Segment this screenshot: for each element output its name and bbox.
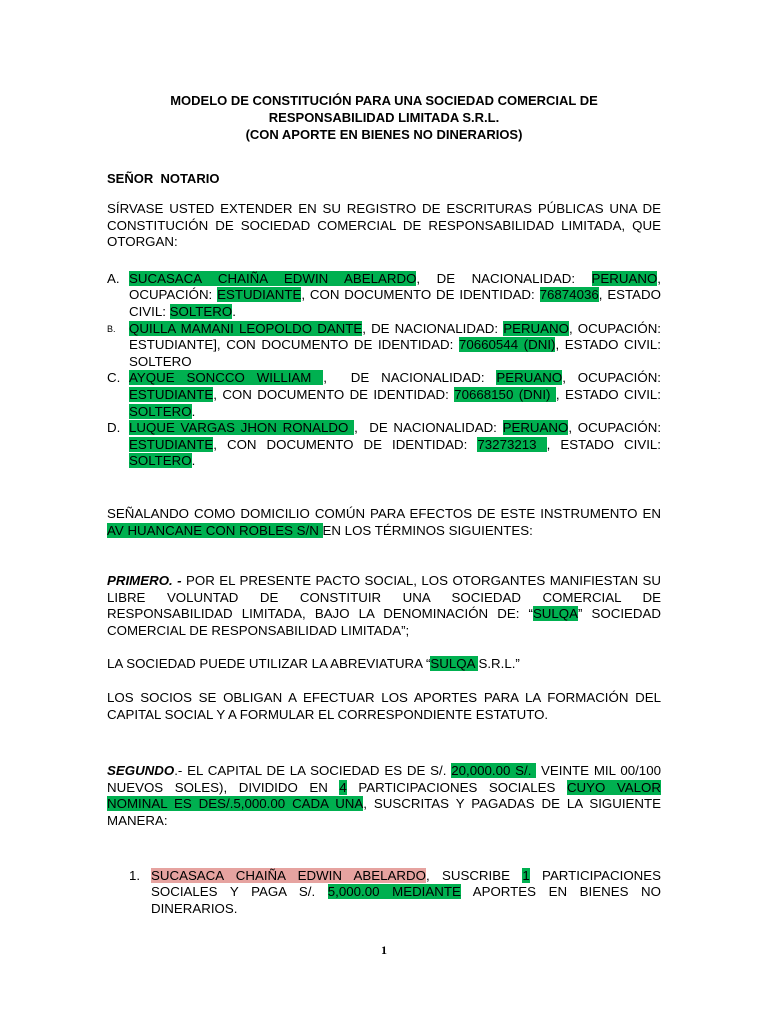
grantor-civil: SOLTERO [169,303,233,319]
text-run: .- EL CAPITAL DE LA SOCIEDAD ES DE S/. [174,763,452,779]
text-run: PARTICIPACIONES SOCIALES [346,779,567,795]
text-run: POR EL PRESENTE PACTO SOCIAL, LOS OTORGANTES MANIFIESTAN SU LIBRE VOLUNTAD DE CONSTITUIR UNA SOCIEDAD COMERCIAL DE RESPONSABILIDAD LIMITADA, BAJO LA DENOMINACIÓN DE: “ [107,573,661,622]
text-run: , ESTADO CIVIL: [129,287,661,319]
grantor-doc: 70660544 (DNI) [458,337,556,353]
intro-paragraph: SÍRVASE USTED EXTENDER EN SU REGISTRO DE ESCRITURAS PÚBLICAS UNA DE CONSTITUCIÓN DE SOCIEDAD COMERCIAL DE RESPONSABILIDAD LIMITADA, QUE OTORGAN: [107,201,661,250]
grantor-occupation: ESTUDIANTE [129,386,214,402]
grantor-doc: 73273213 [477,436,547,452]
grantor-doc: 70668150 (DNI) [454,386,556,402]
grantor-text [129,321,661,371]
text-run: , OCUPACIÓN: ESTUDIANTE], CON DOCUMENTO DE IDENTIDAD: [129,320,661,353]
grantor-occupation: ESTUDIANTE [217,287,302,303]
text-run: APORTES EN BIENES NO DINERARIOS. [151,884,661,916]
count-highlight: 4 [339,779,347,795]
text-run: , DE NACIONALIDAD: [416,270,592,286]
text-run: , ESTADO CIVIL: [546,436,661,452]
grantor-name: LUQUE VARGAS JHON RONALDO [129,420,355,436]
title-line-3: (CON APORTE EN BIENES NO DINERARIOS) [245,127,523,142]
grantor-civil: SOLTERO [129,403,192,419]
grantor-nationality: PERUANO [496,370,563,386]
text-run: S.R.L.” [478,656,520,672]
subscriber-name: SUCASACA CHAIÑA EDWIN ABELARDO [151,867,426,883]
grantor-item [107,321,661,371]
grantor-nationality: PERUANO [503,320,569,336]
text-run: EN LOS TÉRMINOS SIGUIENTES: [322,522,533,538]
text-run: , CON DOCUMENTO DE IDENTIDAD: [213,436,478,452]
grantor-text [129,271,661,321]
grantor-nationality: PERUANO [591,270,658,286]
grantor-text [129,420,661,470]
text-run: , ESTADO CIVIL: SOLTERO [129,337,661,369]
grantor-nationality: PERUANO [502,420,569,436]
text-run: . [232,303,236,319]
title-line-2: RESPONSABILIDAD LIMITADA S.R.L. [268,110,500,125]
text-run: , CON DOCUMENTO DE IDENTIDAD: [301,287,540,303]
clause-label: PRIMERO. - [107,573,182,589]
grantor-item [107,370,661,420]
text-run: VEINTE MIL 00/100 NUEVOS SOLES), DIVIDIDO EN [107,763,661,795]
capital-highlight: 20,000.00 S/. [451,763,537,779]
subscription-item [107,868,661,918]
nominal-value-highlight: CUYO VALOR NOMINAL ES DES/.5,000.00 CADA UNA [107,779,661,812]
salutation: SEÑOR NOTARIO [107,171,220,186]
text-run: , SUSCRITAS Y PAGADAS DE LA SIGUIENTE MANERA: [107,796,661,829]
grantor-name: SUCASACA CHAIÑA EDWIN ABELARDO [129,270,417,286]
text-run: , ESTADO CIVIL: [555,386,661,402]
address-highlight: AV HUANCANE CON ROBLES S/N [107,522,323,538]
grantor-occupation: ESTUDIANTE [129,436,214,452]
company-name-highlight: SULQA [532,606,579,622]
domicile-paragraph [107,506,661,539]
text-run: , DE NACIONALIDAD: [354,420,503,436]
text-run: . [191,453,196,469]
text-run: , CON DOCUMENTO DE IDENTIDAD: [213,386,455,402]
list-marker: C. [107,370,121,386]
text-run: , OCUPACIÓN: [129,270,661,303]
partners-paragraph: LOS SOCIOS SE OBLIGAN A EFECTUAR LOS APORTES PARA LA FORMACIÓN DEL CAPITAL SOCIAL Y A FORMULAR EL CORRESPONDIENTE ESTATUTO. [107,690,661,722]
abbreviation-paragraph [107,656,661,673]
abbreviation-highlight: SULQA [430,656,479,672]
text-run: , OCUPACIÓN: [568,420,662,436]
list-marker: B. [107,323,116,334]
list-marker: 1. [129,867,141,883]
title-line-1: MODELO DE CONSTITUCIÓN PARA UNA SOCIEDAD COMERCIAL DE [170,93,598,108]
grantor-name: AYQUE SONCCO WILLIAM [129,370,324,386]
document-title [107,92,661,143]
grantor-text [129,370,661,420]
grantor-name: QUILLA MAMANI LEOPOLDO DANTE [129,320,363,336]
clause-primero [107,573,661,639]
text-run: , SUSCRIBE [425,867,523,883]
text-run: ” SOCIEDAD COMERCIAL DE RESPONSABILIDAD LIMITADA”; [107,606,661,638]
text-run: , DE NACIONALIDAD: [323,370,497,386]
grantors-list [107,271,661,470]
grantor-item [107,271,661,321]
text-run: . [191,403,196,419]
page-number: 1 [381,943,387,957]
text-run: PARTICIPACIONES SOCIALES Y PAGA S/. [151,867,662,900]
list-marker: D. [107,420,121,436]
grantor-item [107,420,661,470]
grantor-doc: 76874036 [539,287,599,303]
subscription-text [151,868,661,918]
text-run: LA SOCIEDAD PUEDE UTILIZAR LA ABREVIATURA “ [107,656,431,672]
clause-segundo [107,763,661,829]
list-marker: A. [107,270,120,286]
clause-label: SEGUNDO [107,763,175,779]
text-run: SEÑALANDO COMO DOMICILIO COMÚN PARA EFECTOS DE ESTE INSTRUMENTO EN [107,505,661,521]
grantor-civil: SOLTERO [129,453,192,469]
text-run: , OCUPACIÓN: [562,370,662,386]
subscription-count: 1 [522,867,530,883]
subscription-amount: 5,000.00 MEDIANTE [327,884,461,900]
text-run: , DE NACIONALIDAD: [362,320,504,336]
